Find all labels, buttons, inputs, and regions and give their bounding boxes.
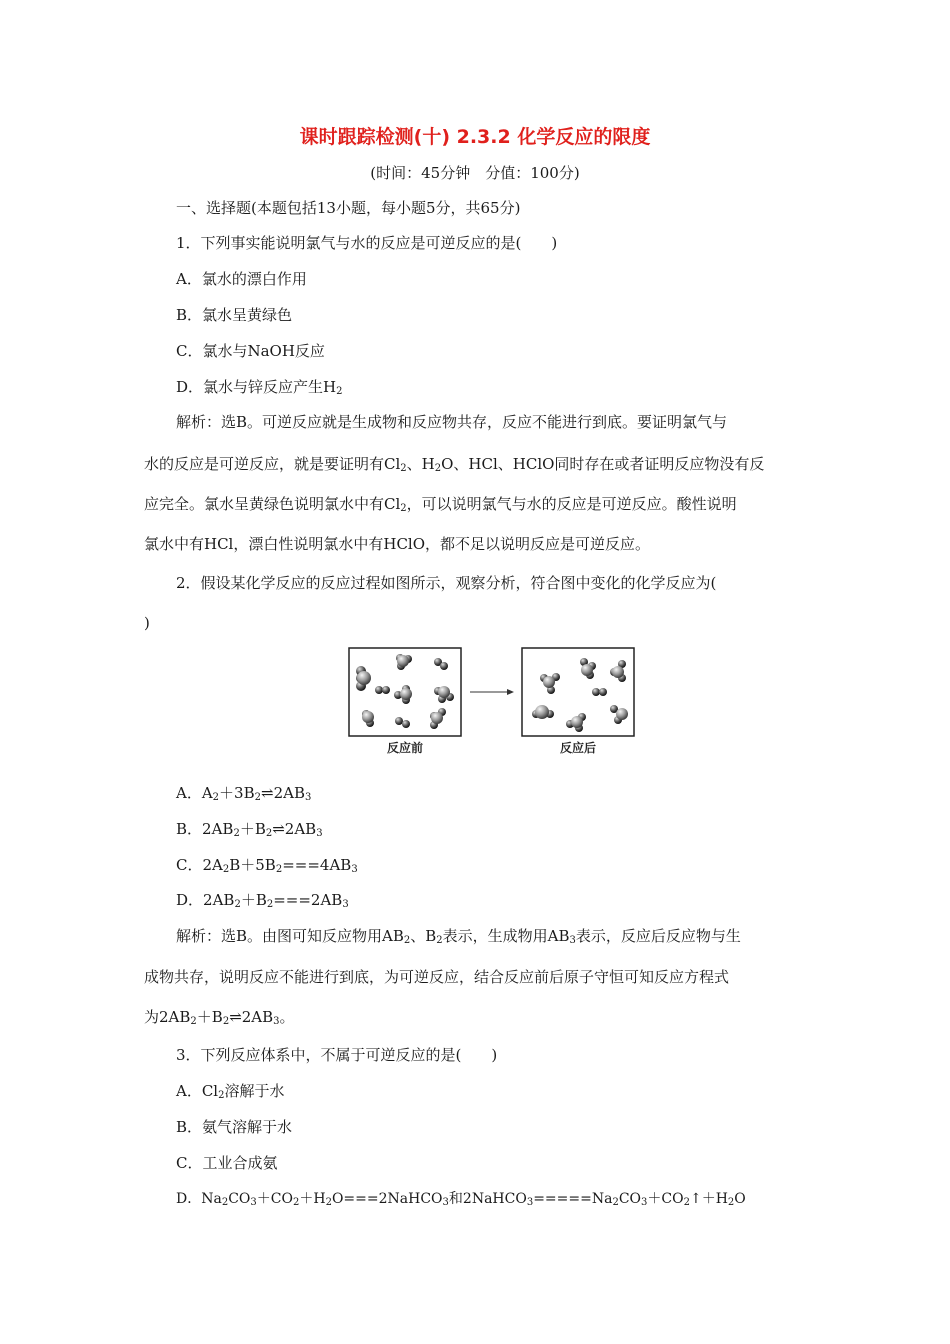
q2-option-d: D．$2AB_2+B_2===2AB_3$ [176,891,349,910]
arrow-head-icon [507,689,514,695]
q2-option-a: A．$A_2+3B_2\rightleftharpoons 2AB_3$ [176,784,312,803]
q2-option-b: B．$2AB_2+B_2\rightleftharpoons 2AB_3$ [176,820,323,839]
q3-option-c: C．工业合成氨 [176,1154,278,1172]
label-before: 反应前 [386,741,424,755]
q1-analysis-line-1: 解析：选B。可逆反应就是生成物和反应物共存，反应不能进行到底。要证明氯气与 [176,413,728,431]
q2-stem-line-2: ) [144,614,150,632]
q2-analysis-line-3: 为$2AB_2+B_2\rightleftharpoons 2AB_3$。 [144,1008,295,1027]
q3-option-a: A．$Cl_2$溶解于水 [176,1082,285,1101]
q3-stem: 3．下列反应体系中，不属于可逆反应的是( ) [176,1046,498,1064]
q1-analysis-line-3: 应完全。氯水呈黄绿色说明氯水中有$Cl_2$，可以说明氯气与水的反应是可逆反应。酸性说明 [144,495,737,514]
reaction-diagram-svg [346,644,636,764]
page-title: 课时跟踪检测(十) 2.3.2 化学反应的限度 [299,126,651,148]
reaction-diagram [346,644,636,764]
q1-stem: 1．下列事实能说明氯气与水的反应是可逆反应的是( ) [176,234,558,252]
time-score-info: (时间：45分钟 分值：100分) [370,164,580,182]
q1-option-c: C．氯水与NaOH反应 [176,342,325,360]
section-heading: 一、选择题(本题包括13小题，每小题5分，共65分) [176,199,521,217]
q3-option-d: D．$Na_2CO_3+CO_2+H_2O===2NaHCO_3$和$2NaHCO_3=====Na_2CO_3+CO_2↑+H_2O$ [176,1191,746,1208]
label-after: 反应后 [559,741,597,755]
q3-option-b: B．氨气溶解于水 [176,1118,293,1136]
q2-analysis-line-1: 解析：选B。由图可知反应物用$AB_2$、$B_2$表示，生成物用$AB_3$表示，反应后反应物与生 [176,927,741,946]
q1-option-d: D．氯水与锌反应产生$H_2$ [176,378,343,397]
q1-option-a: A．氯水的漂白作用 [176,270,307,288]
q1-analysis-line-2: 水的反应是可逆反应，就是要证明有$Cl_2$、$H_2O$、HCl、HClO同时存在或者证明反应物没有反 [144,455,765,474]
q1-option-b: B．氯水呈黄绿色 [176,306,293,324]
q2-stem-line-1: 2．假设某化学反应的反应过程如图所示，观察分析，符合图中变化的化学反应为( [176,574,717,592]
q2-analysis-line-2: 成物共存，说明反应不能进行到底，为可逆反应，结合反应前后原子守恒可知反应方程式 [144,968,730,986]
q1-analysis-line-4: 氯水中有HCl，漂白性说明氯水中有HClO，都不足以说明反应是可逆反应。 [144,535,651,553]
q2-option-c: C．$2A_2B+5B_2===4AB_3$ [176,856,358,875]
